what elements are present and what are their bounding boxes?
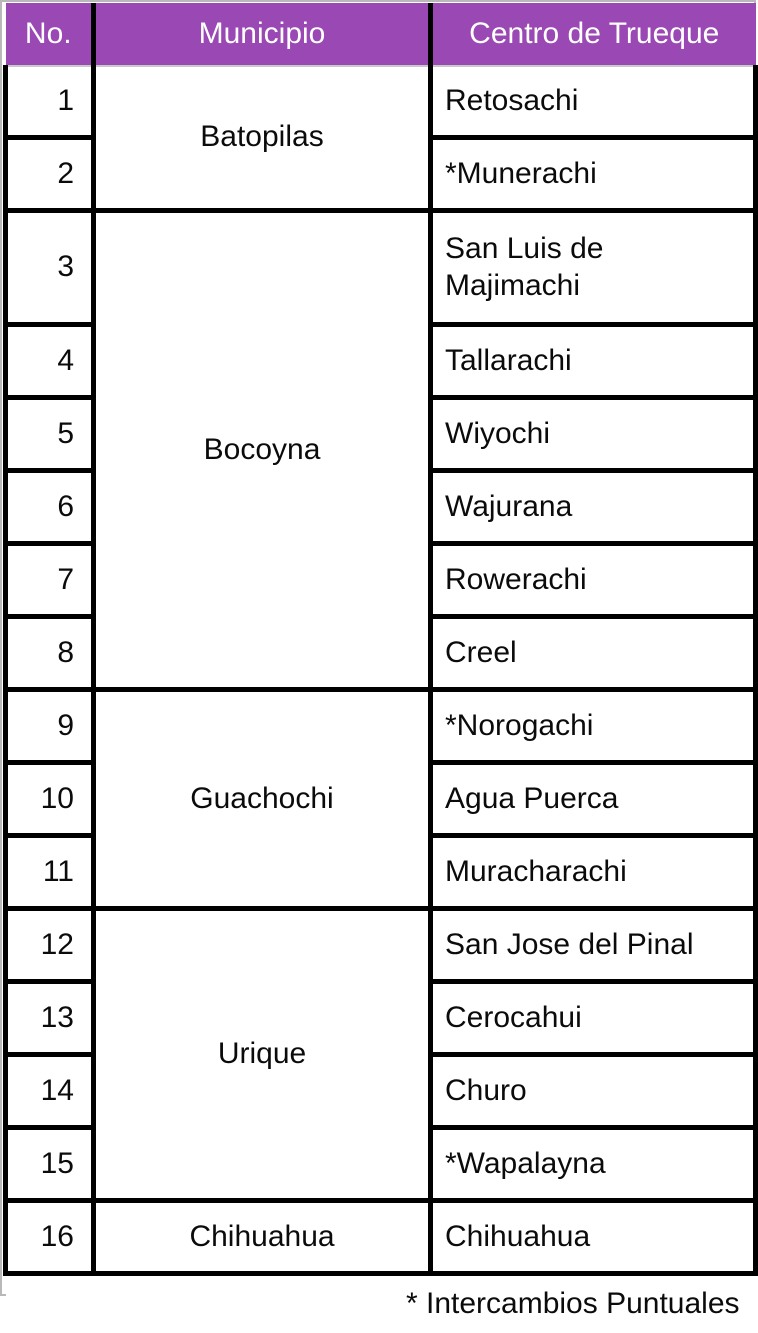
row-number-cell: 14: [6, 1055, 94, 1128]
centro-cell: Chihuahua: [431, 1201, 756, 1274]
col-header-centro: Centro de Trueque: [431, 3, 756, 66]
row-number-cell: 9: [6, 690, 94, 763]
row-number-cell: 4: [6, 325, 94, 398]
row-number-cell: 8: [6, 617, 94, 690]
row-number-cell: 10: [6, 763, 94, 836]
centro-cell: *Wapalayna: [431, 1128, 756, 1201]
municipio-cell: Guachochi: [94, 690, 431, 909]
row-number-cell: 12: [6, 909, 94, 982]
centro-cell: Rowerachi: [431, 544, 756, 617]
centro-cell: *Norogachi: [431, 690, 756, 763]
table-row: [6, 1201, 756, 1274]
row-number-cell: 1: [6, 66, 94, 138]
centro-cell: Agua Puerca: [431, 763, 756, 836]
row-number-cell: 6: [6, 471, 94, 544]
row-number-cell: 7: [6, 544, 94, 617]
centro-cell: San Jose del Pinal: [431, 909, 756, 982]
centro-cell: San Luis de Majimachi: [431, 211, 756, 325]
col-header-municipio: Municipio: [94, 3, 431, 66]
centro-cell: Muracharachi: [431, 836, 756, 909]
row-number-cell: 16: [6, 1201, 94, 1274]
row-number-cell: 5: [6, 398, 94, 471]
table-row: [6, 690, 756, 763]
municipio-cell: Batopilas: [94, 66, 431, 211]
municipio-cell: Bocoyna: [94, 211, 431, 690]
centro-cell: Tallarachi: [431, 325, 756, 398]
municipio-cell: Chihuahua: [94, 1201, 431, 1274]
table-row: [6, 211, 756, 325]
centro-cell: Retosachi: [431, 66, 756, 138]
row-number-cell: 13: [6, 982, 94, 1055]
row-number-cell: 2: [6, 138, 94, 211]
trueque-table: [3, 3, 758, 1333]
header-row: [6, 3, 756, 66]
centro-cell: *Munerachi: [431, 138, 756, 211]
centro-cell: Churo: [431, 1055, 756, 1128]
col-header-no: No.: [6, 3, 94, 66]
centro-cell: Wajurana: [431, 471, 756, 544]
footnote: * Intercambios Puntuales: [6, 1274, 756, 1333]
centro-cell: Cerocahui: [431, 982, 756, 1055]
municipio-cell: Urique: [94, 909, 431, 1201]
table-row: [6, 909, 756, 982]
centro-cell: Creel: [431, 617, 756, 690]
centro-cell: Wiyochi: [431, 398, 756, 471]
footnote-row: [6, 1274, 756, 1333]
row-number-cell: 11: [6, 836, 94, 909]
table-row: [6, 66, 756, 138]
row-number-cell: 15: [6, 1128, 94, 1201]
row-number-cell: 3: [6, 211, 94, 325]
